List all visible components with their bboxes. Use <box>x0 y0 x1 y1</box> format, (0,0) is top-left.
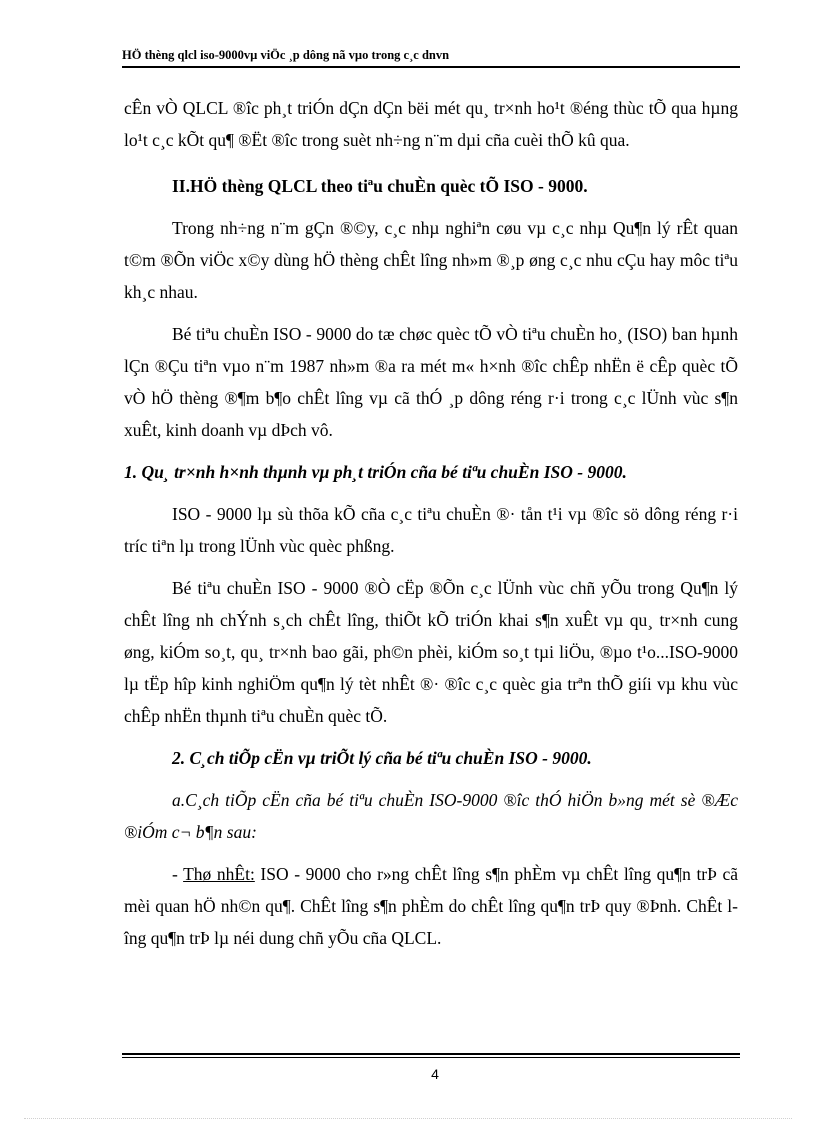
footer-rule <box>122 1053 740 1055</box>
paragraph-6 <box>124 858 738 954</box>
paragraph-5: a.C¸ch tiÕp cËn cña bé tiªu chuÈn ISO-9000 ®îc thÓ hiÖn b»ng mét sè ®Æc ®iÓm c¬ b¶n sau: <box>124 790 738 842</box>
page-body <box>124 92 738 954</box>
intro-paragraph: cÊn vÒ QLCL ®îc ph¸t triÓn dÇn dÇn bëi mét qu¸ tr×nh ho¹t ®éng thùc tÕ qua hµng lo¹t c¸c kÕt qu¶ ®Ët ®îc trong suèt nh÷ng n¨m dµi cña cuèi thÕ kû qua. <box>124 98 738 150</box>
subheading-2: 2. C¸ch tiÕp cËn vµ triÕt lý cña bé tiªu chuÈn ISO - 9000. <box>172 748 592 768</box>
page-edge <box>24 1118 792 1119</box>
list-text: ISO - 9000 cho r»ng chÊt lîng s¶n phÈm vµ chÊt lîng qu¶n trÞ cã mèi quan hÖ nh©n qu¶. ChÊt lîng s¶n phÈm do chÊt lîng qu¶n trÞ quy ®Þnh. ChÊt lîng qu¶n trÞ lµ néi dung chñ yÕu cña QLCL. <box>124 864 738 948</box>
list-label: Thø nhÊt: <box>183 864 255 884</box>
page-number: 4 <box>431 1066 439 1082</box>
footer-rule-thin <box>122 1057 740 1058</box>
paragraph-2: Bé tiªu chuÈn ISO - 9000 do tæ chøc quèc tÕ vÒ tiªu chuÈn ho¸ (ISO) ban hµnh lÇn ®Çu tiªn vµo n¨m 1987 nh»m ®a ra mét m« h×nh ®îc chÊp nhËn ë cÊp quèc tÕ vÒ hÖ thèng ®¶m b¶o chÊt lîng vµ cã thÓ ¸p dông réng r·i trong c¸c lÜnh vùc s¶n xuÊt, kinh doanh vµ dÞch vô. <box>124 324 738 440</box>
list-dash: - <box>172 864 184 884</box>
header-rule <box>122 66 740 68</box>
paragraph-3: ISO - 9000 lµ sù thõa kÕ cña c¸c tiªu chuÈn ®· tån t¹i vµ ®îc sö dông réng r·i tríc tiªn lµ trong lÜnh vùc quèc phßng. <box>124 504 738 556</box>
running-header: HÖ thèng qlcl iso-9000vµ viÖc ¸p dông nã vµo trong c¸c dnvn <box>122 48 450 62</box>
subheading-1: 1. Qu¸ tr×nh h×nh thµnh vµ ph¸t triÓn cña bé tiªu chuÈn ISO - 9000. <box>124 462 627 482</box>
section-heading: II.HÖ thèng QLCL theo tiªu chuÈn quèc tÕ ISO - 9000. <box>172 176 588 196</box>
paragraph-1: Trong nh÷ng n¨m gÇn ®©y, c¸c nhµ nghiªn cøu vµ c¸c nhµ Qu¶n lý rÊt quan t©m ®Õn viÖc x©y dùng hÖ thèng chÊt lîng nh»m ®¸p øng c¸c nhu cÇu hay môc tiªu kh¸c nhau. <box>124 218 738 302</box>
paragraph-4: Bé tiªu chuÈn ISO - 9000 ®Ò cËp ®Õn c¸c lÜnh vùc chñ yÕu trong Qu¶n lý chÊt lîng nh chÝnh s¸ch chÊt lîng, thiÕt kÕ triÓn khai s¶n xuÊt vµ qu¸ tr×nh cung øng, kiÓm so¸t, qu¸ tr×nh bao gãi, ph©n phèi, kiÓm so¸t tµi liÖu, ®µo t¹o...ISO-9000 lµ tËp hîp kinh nghiÖm qu¶n lý tèt nhÊt ®· ®îc c¸c quèc gia trªn thÕ giíi vµ khu vùc chÊp nhËn thµnh tiªu chuÈn quèc tÕ. <box>124 578 738 726</box>
